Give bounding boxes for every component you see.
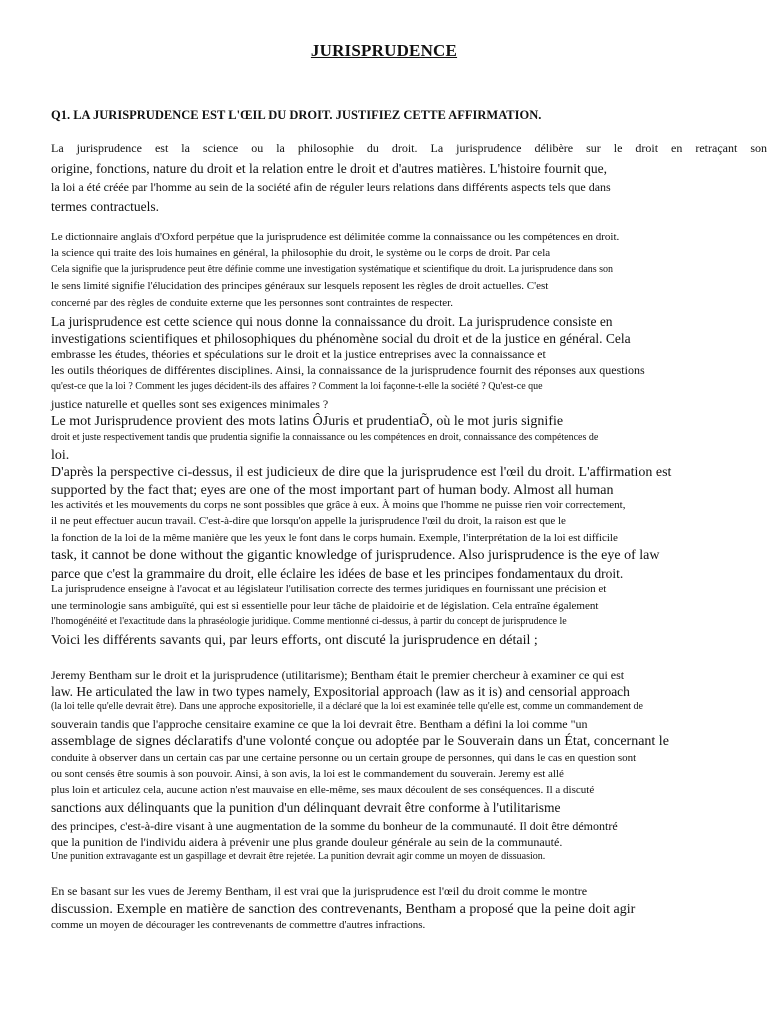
text-line: task, it cannot be done without the gigantic knowledge of jurisprudence. Also jurisprudence is the eye of law	[51, 548, 660, 563]
text-line: comme un moyen de décourager les contrevenants de commettre d'autres infractions.	[51, 919, 426, 931]
text-line: assemblage de signes déclaratifs d'une volonté conçue ou adoptée par le Souverain dans un État, concernant le	[51, 734, 669, 749]
text-line: ou sont censés être soumis à son pouvoir. Ainsi, à son avis, la loi est le commandement du souverain. Jeremy est allé	[51, 768, 564, 780]
text-line: concerné par des règles de conduite externe que les personnes sont contraintes de respecter.	[51, 297, 453, 309]
text-line: il ne peut effectuer aucun travail. C'est-à-dire que lorsqu'on appelle la jurisprudence l'œil du droit, la raison est que le	[51, 515, 566, 527]
text-line: La jurisprudence est cette science qui nous donne la connaissance du droit. La jurisprudence consiste en	[51, 314, 613, 329]
text-line: Le mot Jurisprudence provient des mots latins ÔJuris et prudentiaÕ, où le mot juris signifie	[51, 414, 564, 429]
text-line: les outils théoriques de différentes disciplines. Ainsi, la connaissance de la jurisprudence fournit des réponses aux questions	[51, 363, 645, 377]
text-line: En se basant sur les vues de Jeremy Bentham, il est vrai que la jurisprudence est l'œil du droit comme le montre	[51, 884, 588, 898]
text-line: justice naturelle et quelles sont ses exigences minimales ?	[51, 397, 329, 411]
text-line: l'homogénéité et l'exactitude dans la phraséologie juridique. Comme mentionné ci-dessus, à partir du concept de jurisprudence le	[51, 616, 567, 627]
text-line: D'après la perspective ci-dessus, il est judicieux de dire que la jurisprudence est l'œil du droit. L'affirmation est	[51, 465, 672, 480]
text-line: loi.	[51, 448, 70, 463]
text-line: que la punition de l'individu aidera à prévenir une plus grande douleur générale au sein de la communauté.	[51, 835, 563, 849]
question-heading: Q1. LA JURISPRUDENCE EST L'ŒIL DU DROIT. JUSTIFIEZ CETTE AFFIRMATION.	[51, 108, 542, 122]
text-line: qu'est-ce que la loi ? Comment les juges décident-ils des affaires ? Comment la loi façonne-t-elle la société ? Qu'est-ce que	[51, 381, 543, 392]
text-line: embrasse les études, théories et spéculations sur le droit et la justice entreprises avec la connaissance et	[51, 347, 546, 361]
text-line: Voici les différents savants qui, par leurs efforts, ont discuté la jurisprudence en détail ;	[51, 633, 538, 648]
text-line: conduite à observer dans un certain cas par une certaine personne ou un certain groupe de personnes, qui dans le cas en question sont	[51, 752, 637, 764]
text-line: des principes, c'est-à-dire visant à une augmentation de la somme du bonheur de la communauté. Il doit être démontré	[51, 819, 618, 833]
document-title: JURISPRUDENCE	[310, 41, 458, 60]
text-line: la science qui traite des lois humaines en général, la philosophie du droit, le système ou le corps de droit. Par cela	[51, 247, 551, 259]
text-line: Une punition extravagante est un gaspillage et devrait être rejetée. La punition devrait agir comme un moyen de dissuasion.	[51, 851, 546, 862]
text-line: plus loin et articulez cela, aucune action n'est mauvaise en elle-même, ses maux découlent de ses conséquences. Il a discuté	[51, 784, 595, 796]
text-line: une terminologie sans ambiguïté, qui est si essentielle pour leur tâche de plaidoirie et de législation. Cela entraîne également	[51, 600, 599, 612]
text-line: droit et juste respectivement tandis que prudentia signifie la connaissance ou les compétences en droit, connaissance des compétences de	[51, 432, 599, 443]
text-line: La jurisprudence enseigne à l'avocat et au législateur l'utilisation correcte des termes juridiques en fournissant une précision et	[51, 583, 607, 595]
text-line: la loi a été créée par l'homme au sein de la société afin de réguler leurs relations dans différents aspects tels que dans	[51, 180, 611, 194]
text-line: souverain tandis que l'approche censitaire examine ce que la loi devrait être. Bentham a défini la loi comme "un	[51, 717, 588, 731]
text-line: termes contractuels.	[51, 199, 159, 214]
text-line: les activités et les mouvements du corps ne sont possibles que grâce à eux. À moins que l'homme ne puisse rien voir correctement,	[51, 499, 626, 511]
text-line: la fonction de la loi de la même manière que les yeux le font dans le corps humain. Exemple, l'interprétation de la loi est difficile	[51, 532, 618, 544]
text-line: (la loi telle qu'elle devrait être). Dans une approche expositorielle, il a déclaré que la loi est examinée telle qu'elle est, comme un commandement de	[51, 701, 643, 712]
text-line: supported by the fact that; eyes are one of the most important part of human body. Almost all human	[51, 483, 614, 498]
text-line: le sens limité signifie l'élucidation des principes généraux sur lesquels reposent les règles de droit actuelles. C'est	[51, 280, 549, 292]
text-line: Jeremy Bentham sur le droit et la jurisprudence (utilitarisme); Bentham était le premier chercheur à examiner ce qui est	[51, 668, 625, 682]
text-line: Cela signifie que la jurisprudence peut être définie comme une investigation systématique et scientifique du droit. La jurisprudence dans son	[51, 264, 614, 275]
text-line: discussion. Exemple en matière de sanction des contrevenants, Bentham a proposé que la peine doit agir	[51, 902, 636, 917]
text-line: investigations scientifiques et philosophiques du phénomène social du droit et de la justice en général. Cela	[51, 331, 631, 346]
text-line: origine, fonctions, nature du droit et la relation entre le droit et d'autres matières. L'histoire fournit que,	[51, 161, 607, 176]
text-line: law. He articulated the law in two types namely, Expositorial approach (law as it is) and censorial approach	[51, 684, 630, 699]
text-line: parce que c'est la grammaire du droit, elle éclaire les idées de base et les principes fondamentaux du droit.	[51, 566, 624, 581]
text-line: sanctions aux délinquants que la punition d'un délinquant devrait être conforme à l'utilitarisme	[51, 800, 561, 815]
text-line: La jurisprudence est la science ou la philosophie du droit. La jurisprudence délibère sur le droit en retraçant son	[51, 141, 767, 155]
text-line: Le dictionnaire anglais d'Oxford perpétue que la jurisprudence est délimitée comme la connaissance ou les compétences en droit.	[51, 231, 620, 243]
